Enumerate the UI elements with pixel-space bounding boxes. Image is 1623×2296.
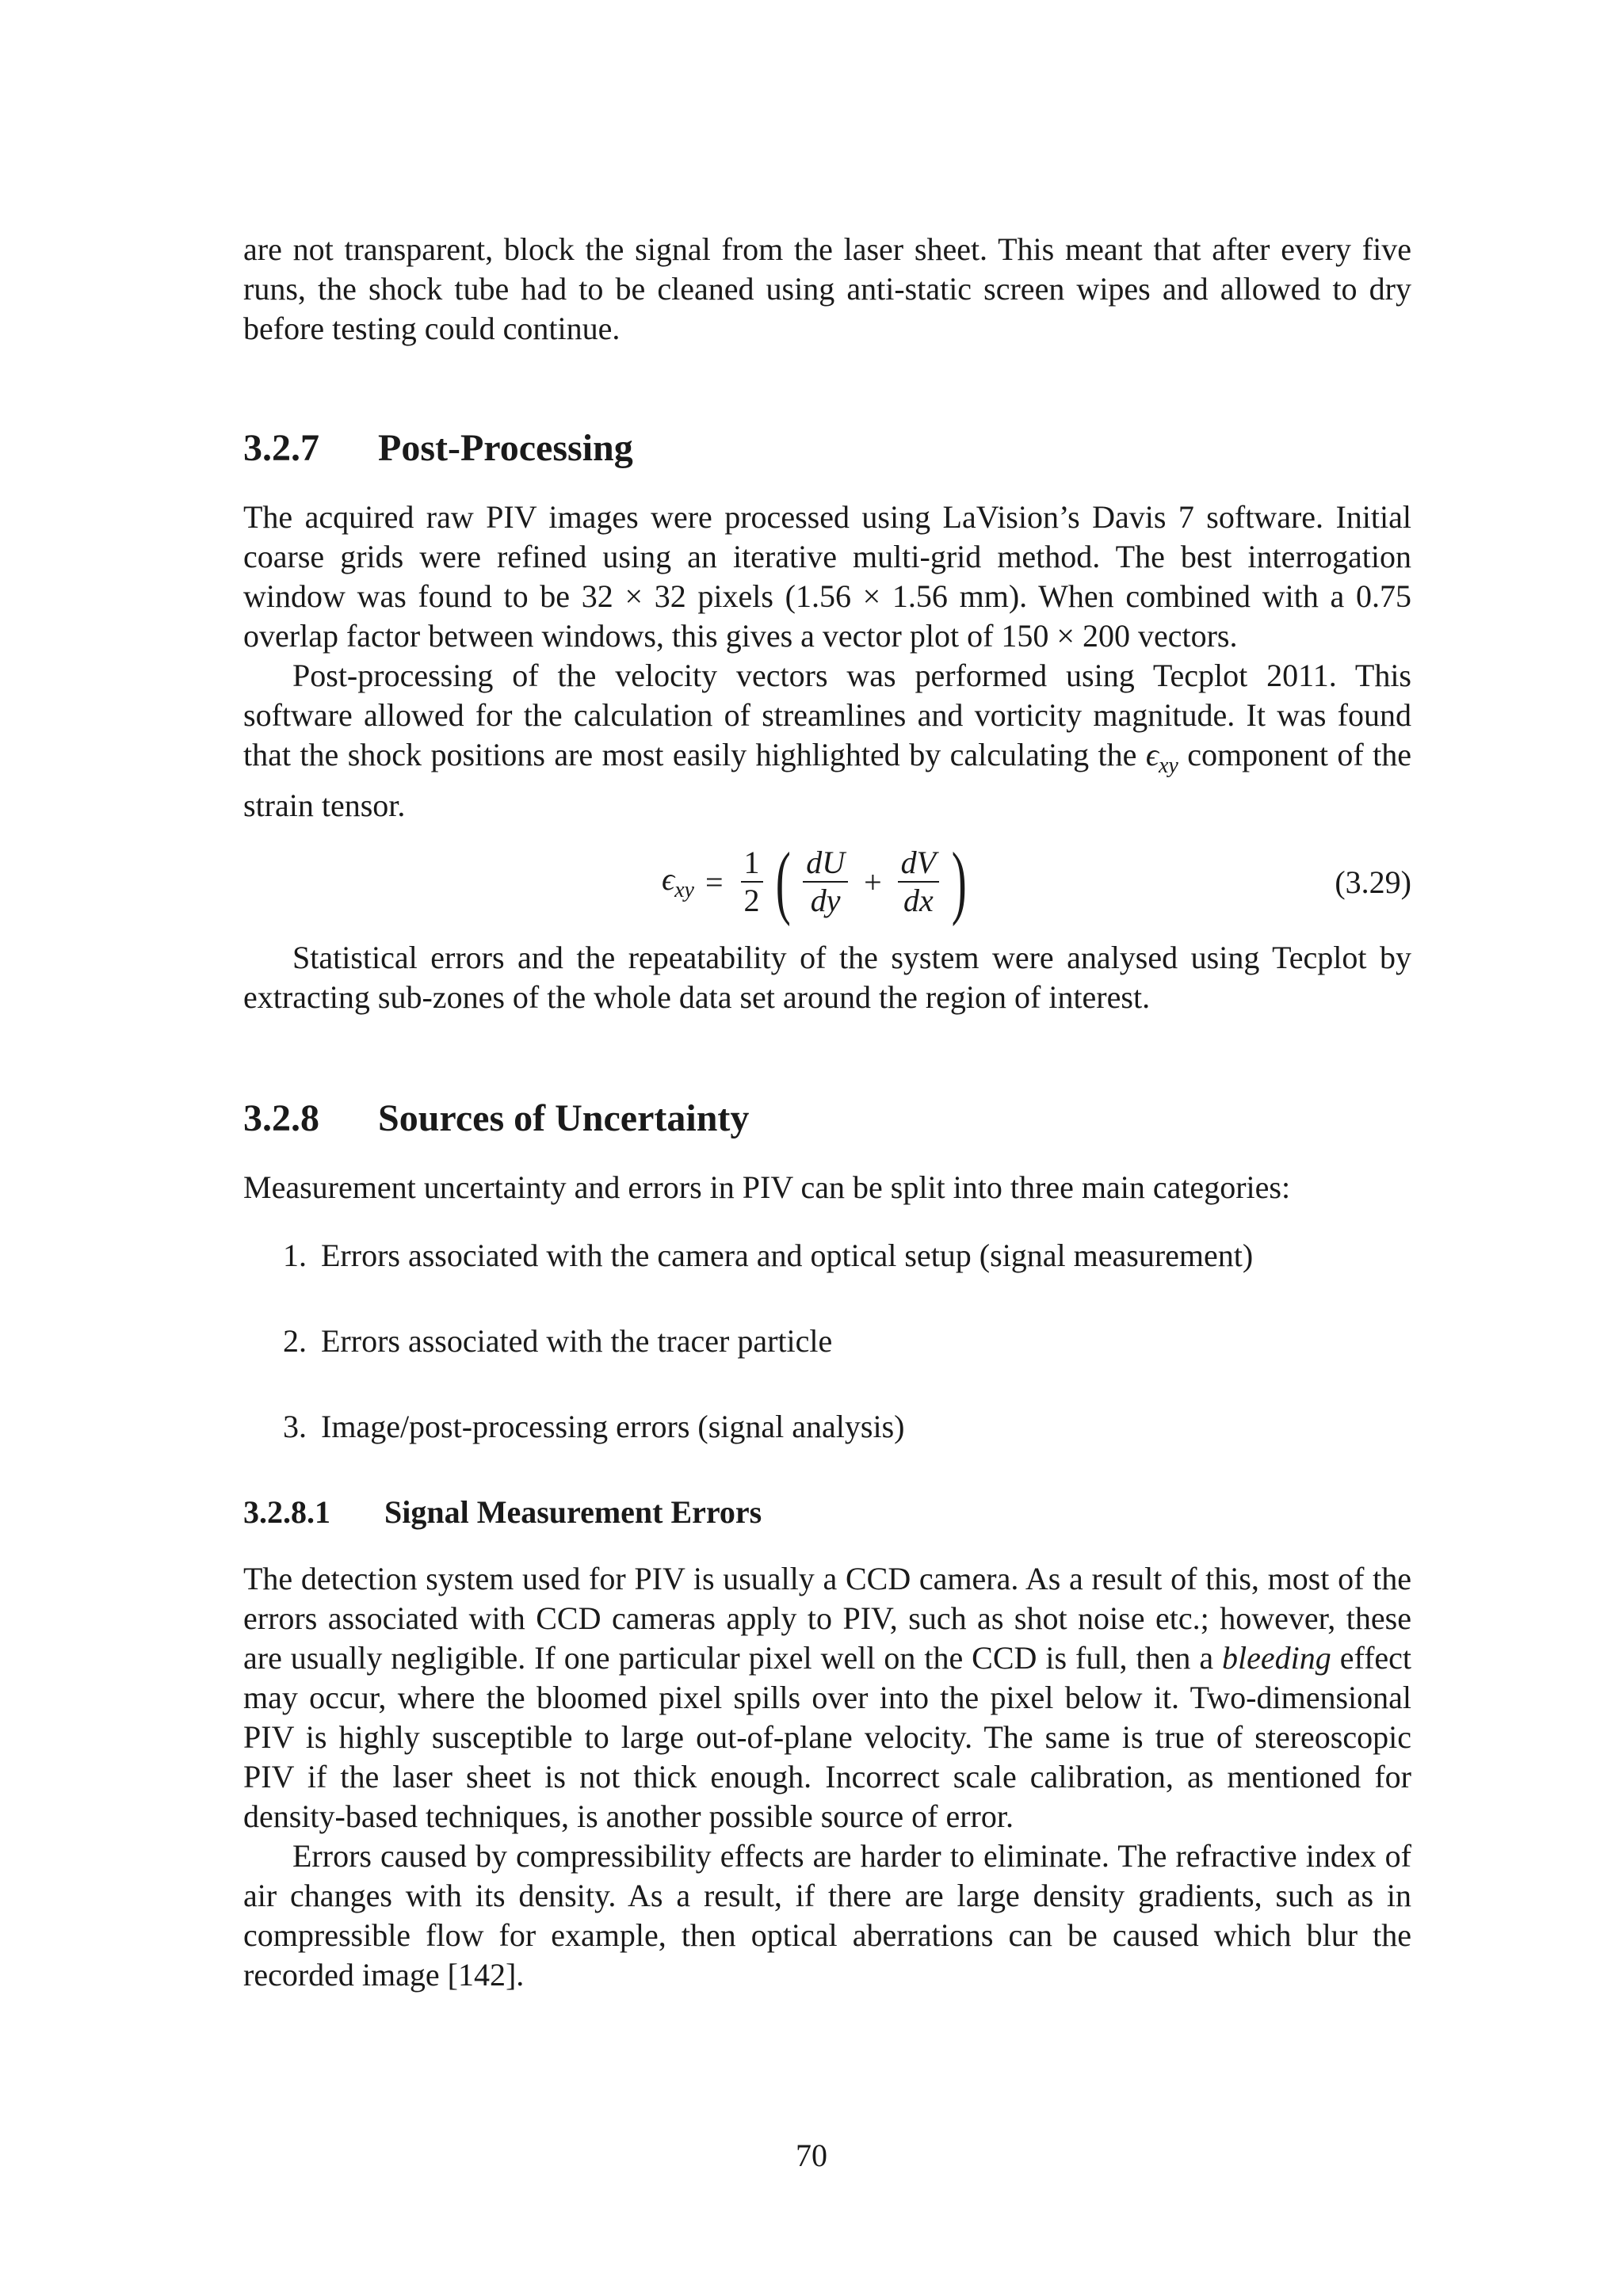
paragraph-compressibility: Errors caused by compressibility effects are harder to eliminate. The refractive index of air changes with its density. As a result, if there are large density gradients, such as in compressible flow for example, then optical aberrations can be caused which blur the recorded image [142]. bbox=[243, 1838, 1411, 1993]
strain-subscript: xy bbox=[1158, 753, 1178, 778]
list-item: 2. Errors associated with the tracer particle bbox=[283, 1323, 833, 1359]
list-item: 3. Image/post-processing errors (signal analysis) bbox=[283, 1409, 905, 1444]
right-paren: ) bbox=[951, 836, 967, 927]
section-heading-post-processing bbox=[243, 425, 1411, 472]
equation-number: (3.29) bbox=[1335, 864, 1411, 900]
paragraph-ccd-errors: The detection system used for PIV is usually a CCD camera. As a result of this, most of the errors associated with CCD cameras apply to PIV, such as shot noise etc.; however, these are usually negligible. If one particular pixel well on the CCD is full, then a bleeding effect may occur, where the bloomed pixel spills over into the pixel below it. Two-dimensional PIV is highly susceptible to large out-of-plane velocity. The same is true of stereoscopic PIV if the laser sheet is not thick enough. Incorrect scale calibration, as mentioned for density-based techniques, is another possible source of error. bbox=[243, 1561, 1412, 1834]
list-item: 1. Errors associated with the camera and optical setup (signal measurement) bbox=[283, 1238, 1254, 1273]
fraction-du-dy: $\frac{dU}{dy}$ bbox=[803, 845, 848, 919]
equation-body bbox=[662, 838, 973, 925]
subsection-number: 3.2.8.1 bbox=[243, 1494, 330, 1530]
error-category-list bbox=[243, 1236, 1411, 1447]
equals-sign: = bbox=[705, 864, 724, 900]
subsection-title: Signal Measurement Errors bbox=[384, 1494, 762, 1530]
page-number: 70 bbox=[796, 2138, 827, 2173]
plus-sign: + bbox=[864, 864, 882, 900]
equation-strain-tensor bbox=[243, 832, 1411, 932]
fraction-dv-dx: $\frac{dV}{dx}$ bbox=[898, 845, 939, 919]
section-heading-uncertainty bbox=[243, 1095, 1411, 1142]
paragraph-intro: are not transparent, block the signal from the laser sheet. This meant that after every five runs, the shock tube had to be cleaned using anti-static screen wipes and allowed to dry before testing could continue. bbox=[243, 231, 1411, 346]
paragraph-tecplot: Post-processing of the velocity vectors was performed using Tecplot 2011. This software allowed for the calculation of streamlines and vorticity magnitude. It was found that the shock positions are most easily highlighted by calculating the $\epsilon_{xy}$ component of the strain tensor. bbox=[243, 658, 1412, 823]
section-number: 3.2.7 bbox=[243, 427, 319, 469]
paragraph-statistical-errors: Statistical errors and the repeatability of the system were analysed using Tecplot by extracting sub-zones of the whole data set around the region of interest. bbox=[243, 940, 1411, 1015]
paragraph-piv-processing: The acquired raw PIV images were processed using LaVision’s Davis 7 software. Initial coarse grids were refined using an iterative multi-grid method. The best interrogation window was found to be 32 × 32 pixels (1.56 × 1.56 mm). When combined with a 0.75 overlap factor between windows, this gives a vector plot of 150 × 200 vectors. bbox=[243, 499, 1411, 654]
subsection-heading-signal-errors bbox=[243, 1493, 1411, 1532]
section-number: 3.2.8 bbox=[243, 1097, 319, 1139]
strain-symbol: ϵ bbox=[1145, 737, 1159, 772]
left-paren: ( bbox=[775, 836, 791, 927]
equation-lhs: $\epsilon_{xy}$ bbox=[662, 861, 694, 902]
page-content bbox=[243, 230, 1411, 1995]
fraction-half: $\frac{1}{2}$ bbox=[741, 845, 763, 919]
emphasis-bleeding: bleeding bbox=[1222, 1640, 1331, 1676]
section-title: Post-Processing bbox=[378, 427, 633, 469]
paragraph-uncertainty-intro: Measurement uncertainty and errors in PIV can be split into three main categories: bbox=[243, 1169, 1291, 1205]
section-title: Sources of Uncertainty bbox=[378, 1097, 750, 1139]
